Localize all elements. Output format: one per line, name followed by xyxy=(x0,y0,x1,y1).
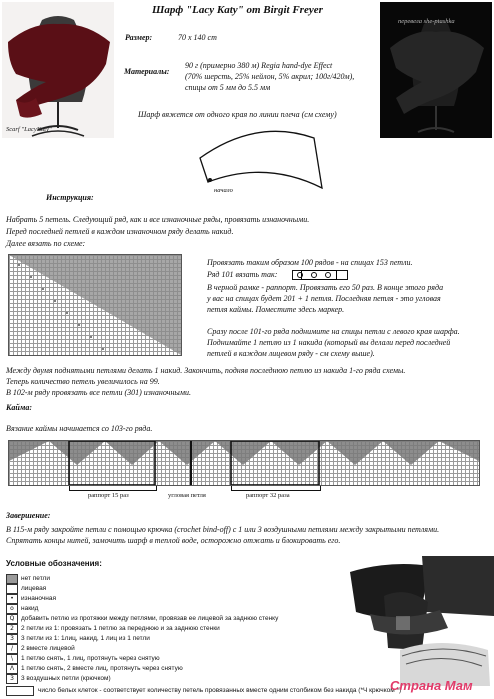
repeat-bracket-2 xyxy=(231,486,321,491)
row-101-yo-2 xyxy=(311,272,317,278)
no-stitch-symbol xyxy=(6,574,18,584)
edging-label-repeat-15: раппорт 15 раз xyxy=(88,492,129,499)
shape-note: Шарф вяжется от одного края по линии плеча (см схему) xyxy=(138,110,337,119)
repeat-note-3: петля каймы. Поместите здесь маркер. xyxy=(207,305,345,314)
repeat-bracket-1 xyxy=(69,486,157,491)
legend-text: нет петли xyxy=(21,575,50,582)
edging-heading: Кайма: xyxy=(6,403,33,412)
after-line-2: Теперь количество петель увеличилось на 99. xyxy=(6,377,160,386)
finishing-heading: Завершение: xyxy=(6,511,51,520)
pickup-note-3: петлей в каждом лицевом ряду - см схему выше). xyxy=(207,349,375,358)
row-101-label: Ряд 101 вязать так: xyxy=(207,270,278,279)
kfb-symbol: 2 xyxy=(6,624,18,634)
legend-text: изнаночная xyxy=(21,595,56,602)
row-101-yo-1 xyxy=(297,272,303,278)
size-label: Размер: xyxy=(125,33,153,42)
right-photo-caption: перевела she-ptashka xyxy=(398,18,455,25)
edging-label-repeat-32: раппорт 32 раза xyxy=(246,492,290,499)
rows-note: Провязать таким образом 100 рядов - на спицах 153 петли. xyxy=(207,258,413,267)
legend-text: 3 петли из 1: 1лиц, накид, 1 лиц из 1 петли xyxy=(21,635,150,642)
legend-text: 2 вместе лицевой xyxy=(21,645,75,652)
k2tog-symbol: / xyxy=(6,644,18,654)
after-line-1: Между двумя поднятыми петлями делать 1 накид. Закончить, подняв последнюю петлю из накида 1-го ряда схемы. xyxy=(6,366,406,375)
edging-chart-shading xyxy=(9,441,479,485)
skp-symbol: \ xyxy=(6,654,18,664)
instruction-line-2: Перед последней петлей в каждом изнаночном ряду делать накид. xyxy=(6,227,234,236)
increase-chart-shading xyxy=(9,255,181,355)
scarf-detail-collage xyxy=(330,556,494,686)
instructions-heading: Инструкция: xyxy=(46,193,94,202)
edging-label-corner: угловая петля xyxy=(168,492,206,499)
instruction-line-1: Набрать 5 петель. Следующий ряд, как и все изнаночные ряды, провязать изнаночными. xyxy=(6,215,310,224)
legend-text: лицевая xyxy=(21,585,47,592)
legend-text: 1 петлю снять, 2 вместе лиц, протянуть через снятую xyxy=(21,665,183,672)
left-photo-caption: Scarf "LacyKaty" xyxy=(6,126,52,133)
legend-text: 1 петлю снять, 1 лиц, протянуть через снятую xyxy=(21,655,160,662)
row-101-repeat-frame xyxy=(301,270,337,280)
three-from-one-symbol: 3 xyxy=(6,634,18,644)
page-title: Шарф "Lacy Katy" от Birgit Freyer xyxy=(152,4,323,16)
legend-text: накид xyxy=(21,605,39,612)
legend-heading: Условные обозначения: xyxy=(6,559,102,568)
left-photo xyxy=(2,2,114,138)
materials-line-1: 90 г (примерно 380 м) Regia hand-dye Effect xyxy=(185,61,333,70)
mannequin-burgundy-scarf-image xyxy=(2,2,114,138)
row-101-chart xyxy=(292,270,348,280)
legend-text: 3 воздушных петли (крючком) xyxy=(21,675,111,682)
right-photo xyxy=(380,2,492,138)
legend-text: добавить петлю из протяжки между петлями, провязав ее лицевой за заднюю стенку xyxy=(21,615,279,622)
purl-symbol: • xyxy=(6,594,18,604)
instruction-line-3: Далее вязать по схеме: xyxy=(6,239,86,248)
materials-line-3: спицы от 5 мм до 5.5 мм xyxy=(185,83,271,92)
shape-start-label: начало xyxy=(214,187,233,194)
yarn-over-symbol: o xyxy=(6,604,18,614)
bind-off-group-symbol xyxy=(6,686,34,696)
site-watermark: Страна Мам xyxy=(390,678,473,693)
finishing-line-2: Спрятать концы нитей, замочить шарф в теплой воде, осторожно отжать и блокировать его. xyxy=(6,536,341,545)
edging-line: Вязание каймы начинается со 103-го ряда. xyxy=(6,424,153,433)
pickup-note-1: Сразу после 101-го ряда поднимите на спицы петли с левого края шарфа. xyxy=(207,327,460,336)
pickup-note-2: Поднимайте 1 петлю из 1 накида (который вы делали перед последней xyxy=(207,338,451,347)
repeat-note-1: В черной рамке - раппорт. Провязать его 50 раз. В конце этого ряда xyxy=(207,283,444,292)
chain-three-symbol: 3 xyxy=(6,674,18,684)
repeat-note-2: у вас на спицах будет 201 + 1 петля. Последняя петля - это угловая xyxy=(207,294,441,303)
row-101-yo-3 xyxy=(325,272,331,278)
make-one-symbol: Q xyxy=(6,614,18,624)
knit-symbol xyxy=(6,584,18,594)
finishing-line-1: В 115-м ряду закройте петли с помощью крючка (crochet bind-off) с 1 или 3 воздушными петлями между закрытыми петлями. xyxy=(6,525,440,534)
legend-text: число белых клеток - соответствует количеству петель провязанных вместе одним столбиком без накида (*Ч крючком *) xyxy=(38,687,402,694)
materials-line-2: (70% шерсть, 25% нейлон, 5% акрил; 100г/420м), xyxy=(185,72,355,81)
legend-text: 2 петли из 1: провязать 1 петлю за переднюю и за заднюю стенки xyxy=(21,625,220,632)
after-line-3: В 102-м ряду провязать все петли (301) изнаночными. xyxy=(6,388,191,397)
materials-label: Материалы: xyxy=(124,67,170,76)
sk2p-symbol: Λ xyxy=(6,664,18,674)
size-value: 70 х 140 cm xyxy=(178,33,217,42)
